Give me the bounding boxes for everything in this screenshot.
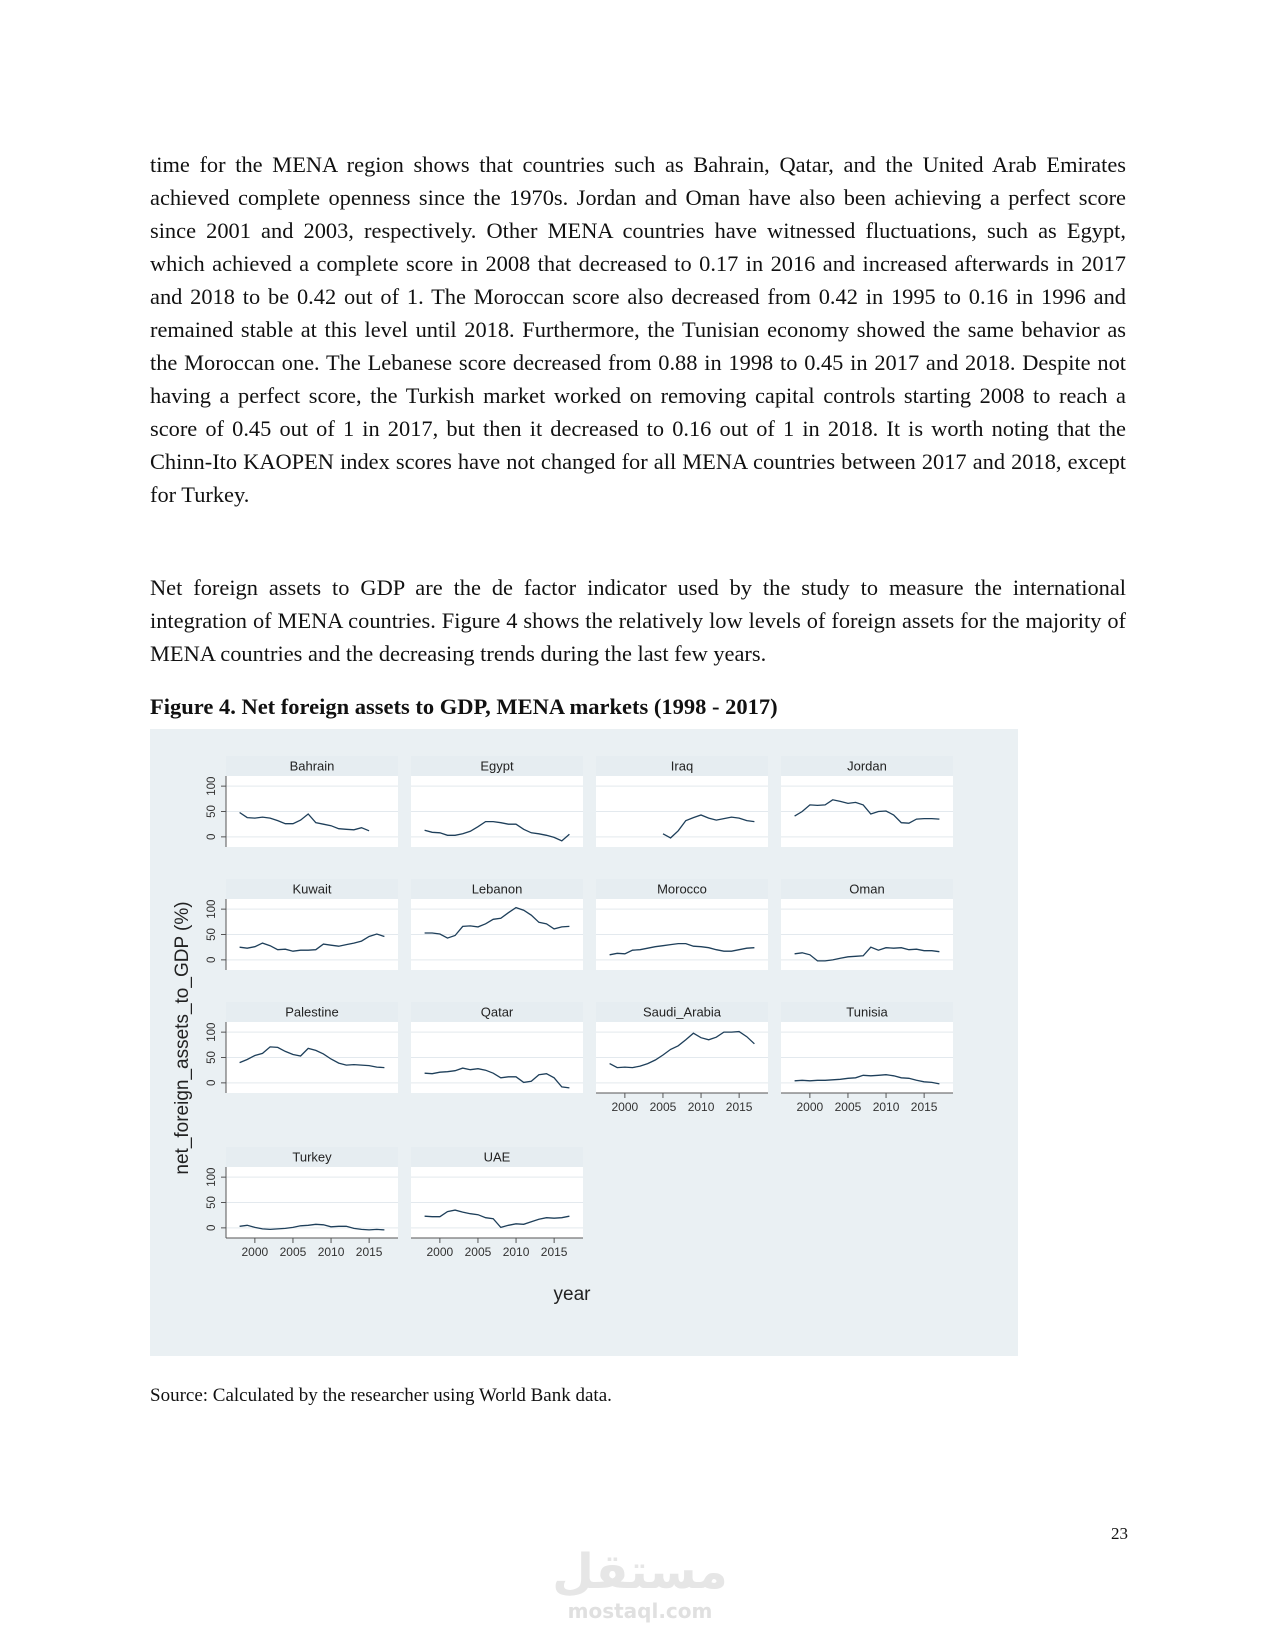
x-tick-label: 2005 <box>649 1100 677 1114</box>
y-axis-title: net_foreign_assets_to_GDP (%) <box>172 901 193 1175</box>
x-tick-label: 2000 <box>611 1100 639 1114</box>
y-tick-label: 100 <box>206 899 218 919</box>
x-tick-label: 2015 <box>540 1245 568 1259</box>
watermark-arabic-text: مستقل <box>552 1544 728 1600</box>
panel-title-tunisia: Tunisia <box>846 1004 888 1020</box>
x-tick-label: 2010 <box>687 1100 715 1114</box>
x-tick-label: 2000 <box>796 1100 824 1114</box>
y-tick-label: 50 <box>206 805 218 818</box>
panel-title-uae: UAE <box>483 1149 511 1165</box>
panel-title-jordan: Jordan <box>847 758 887 774</box>
y-tick-label: 100 <box>206 1022 218 1042</box>
y-tick-label: 0 <box>206 956 218 964</box>
y-tick-label: 100 <box>206 776 218 796</box>
y-tick-label: 100 <box>206 1167 218 1187</box>
figure-chart <box>150 729 1018 1356</box>
panel-title-bahrain: Bahrain <box>289 758 335 774</box>
watermark-logo <box>540 1542 740 1642</box>
x-axis-title: year <box>553 1284 591 1305</box>
body-paragraph: time for the MENA region shows that countries such as Bahrain, Qatar, and the United Arab Emirates achieved complete openness since the 1970s. Jordan and Oman have also been achieving a perfect score since 2001 and 2003, respectively. Other MENA countries have witnessed fluctuations, such as Egypt, which achieved a complete score in 2008 that decreased to 0.17 in 2016 and increased afterwards in 2017 and 2018 to be 0.42 out of 1. The Moroccan score also decreased from 0.42 in 1995 to 0.16 in 1996 and remained stable at this level until 2018. Furthermore, the Tunisian economy showed the same behavior as the Moroccan one. The Lebanese score decreased from 0.88 in 1998 to 0.45 in 2017 and 2018. Despite not having a perfect score, the Turkish market worked on removing capital controls starting 2008 to reach a score of 0.45 out of 1 in 2017, but then it decreased to 0.16 out of 1 in 2018. It is worth noting that the Chinn-Ito KAOPEN index scores have not changed for all MENA countries between 2017 and 2018, except for Turkey. <box>150 152 1126 507</box>
panel-title-qatar: Qatar <box>480 1004 514 1020</box>
panel-title-egypt: Egypt <box>480 758 514 774</box>
panel-title-kuwait: Kuwait <box>292 881 332 897</box>
panel-title-turkey: Turkey <box>292 1149 332 1165</box>
x-tick-label: 2000 <box>241 1245 269 1259</box>
y-tick-label: 50 <box>206 1051 218 1064</box>
body-paragraph: Net foreign assets to GDP are the de factor indicator used by the study to measure the international integration of MENA countries. Figure 4 shows the relatively low levels of foreign assets for the majority of MENA countries and the decreasing trends during the last few years. <box>150 575 1126 666</box>
x-tick-label: 2005 <box>279 1245 307 1259</box>
panel-title-lebanon: Lebanon <box>471 881 523 897</box>
x-tick-label: 2000 <box>426 1245 454 1259</box>
small-multiples-chart <box>150 729 1018 1356</box>
x-tick-label: 2010 <box>872 1100 900 1114</box>
x-tick-label: 2010 <box>317 1245 345 1259</box>
y-tick-label: 50 <box>206 1196 218 1209</box>
y-tick-label: 0 <box>206 1224 218 1232</box>
panel-title-palestine: Palestine <box>285 1004 339 1020</box>
page-number: 23 <box>1111 1524 1128 1543</box>
y-tick-label: 50 <box>206 928 218 941</box>
figure-caption: Figure 4. Net foreign assets to GDP, MENA markets (1998 - 2017) <box>150 694 778 719</box>
panel-title-iraq: Iraq <box>670 758 694 774</box>
panel-title-oman: Oman <box>849 881 885 897</box>
y-tick-label: 0 <box>206 1079 218 1087</box>
panel-title-morocco: Morocco <box>657 881 707 897</box>
x-tick-label: 2015 <box>355 1245 383 1259</box>
figure-source: Source: Calculated by the researcher using World Bank data. <box>150 1385 612 1406</box>
panel-title-saudi-arabia: Saudi_Arabia <box>642 1004 722 1020</box>
y-tick-label: 0 <box>206 833 218 841</box>
x-tick-label: 2010 <box>502 1245 530 1259</box>
x-tick-label: 2005 <box>834 1100 862 1114</box>
x-tick-label: 2005 <box>464 1245 492 1259</box>
x-tick-label: 2015 <box>725 1100 753 1114</box>
watermark-url-text: mostaql.com <box>567 1599 713 1623</box>
x-tick-label: 2015 <box>910 1100 938 1114</box>
